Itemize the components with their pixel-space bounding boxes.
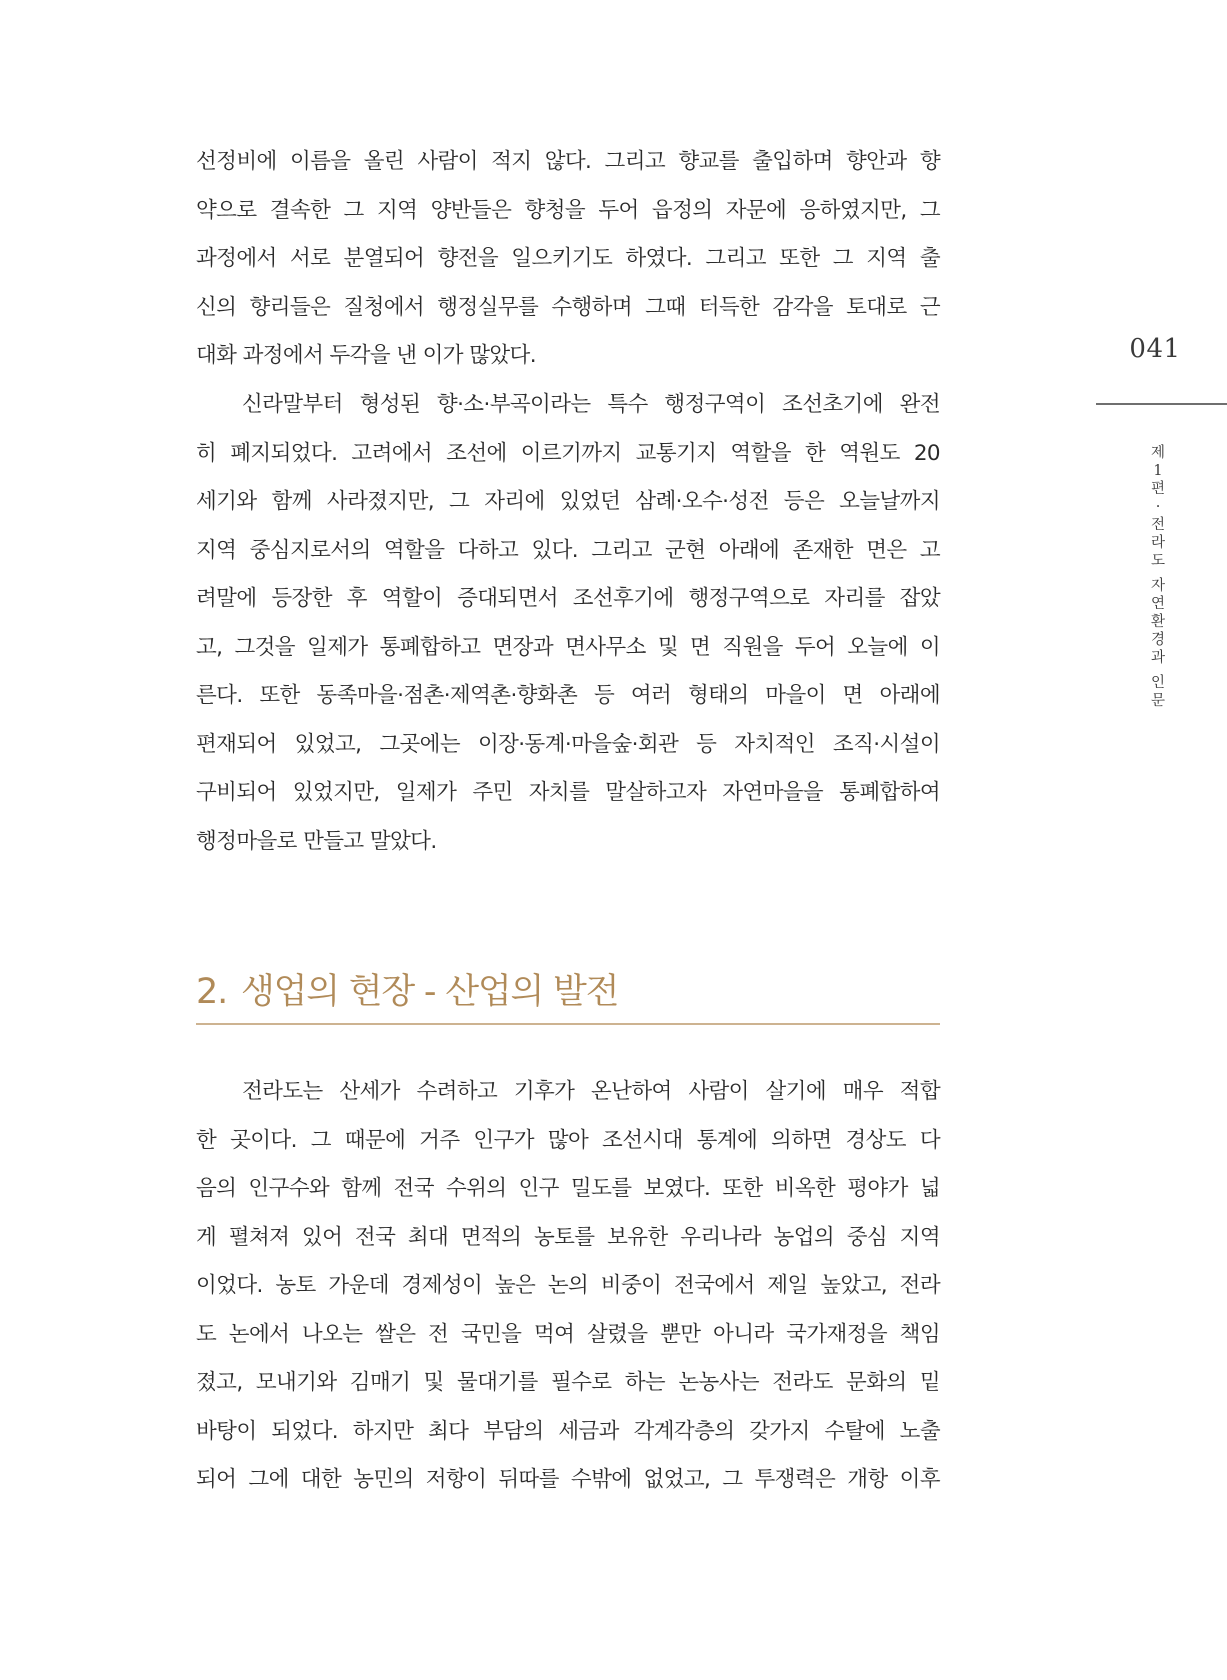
text-line: 세기와 함께 사라졌지만, 그 자리에 있었던 삼례·오수·성전 등은 오늘날까지 <box>196 489 940 514</box>
running-head-char: · <box>1155 499 1161 515</box>
text-line: 신라말부터 형성된 향·소·부곡이라는 특수 행정구역이 조선초기에 완전 <box>242 392 940 417</box>
text-line: 약으로 결속한 그 지역 양반들은 향청을 두어 읍정의 자문에 응하였지만, 그 <box>196 197 940 223</box>
text-line: 신의 향리들은 질청에서 행정실무를 수행하며 그때 터득한 감각을 토대로 근 <box>196 294 940 320</box>
page-number: 041 <box>1129 334 1181 364</box>
section-divider <box>196 1023 940 1025</box>
running-head-char: 과 <box>1150 650 1165 666</box>
text-line: 도 논에서 나오는 쌀은 전 국민을 먹여 살렸을 뿐만 아니라 국가재정을 책임 <box>196 1321 940 1347</box>
running-head-char: 자 <box>1150 578 1165 594</box>
running-head-char: 전 <box>1150 517 1165 533</box>
section-paragraph-1 <box>196 1068 940 1505</box>
text-line: 전라도는 산세가 수려하고 기후가 온난하여 사람이 살기에 매우 적합 <box>242 1079 940 1104</box>
body-paragraph-2 <box>196 381 940 866</box>
text-line: 과정에서 서로 분열되어 향전을 일으키기도 하였다. 그리고 또한 그 지역 출 <box>196 246 940 271</box>
running-head-char: 라 <box>1150 535 1165 551</box>
running-head-char: 문 <box>1150 693 1165 709</box>
running-head-char: 도 <box>1150 553 1165 569</box>
text-line: 른다. 또한 동족마을·점촌·제역촌·향화촌 등 여러 형태의 마을이 면 아래에 <box>196 683 940 708</box>
body-paragraph-1 <box>196 138 940 381</box>
text-line: 구비되어 있었지만, 일제가 주민 자치를 말살하고자 자연마을을 통폐합하여 <box>196 780 940 805</box>
text-line: 되어 그에 대한 농민의 저항이 뒤따를 수밖에 없었고, 그 투쟁력은 개항 이후 <box>196 1467 940 1492</box>
text-line: 바탕이 되었다. 하지만 최다 부담의 세금과 각계각층의 갖가지 수탈에 노출 <box>196 1418 940 1444</box>
text-line: 선정비에 이름을 올린 사람이 적지 않다. 그리고 향교를 출입하며 향안과 향 <box>196 149 940 174</box>
text-line: 음의 인구수와 함께 전국 수위의 인구 밀도를 보였다. 또한 비옥한 평야가 넓 <box>196 1176 940 1201</box>
text-line: 한 곳이다. 그 때문에 거주 인구가 많아 조선시대 통계에 의하면 경상도 다 <box>196 1127 940 1153</box>
text-line: 지역 중심지로서의 역할을 다하고 있다. 그리고 군현 아래에 존재한 면은 고 <box>196 537 940 563</box>
running-head-char: 경 <box>1150 632 1165 648</box>
text-line: 편재되어 있었고, 그곳에는 이장·동계·마을숲·회관 등 자치적인 조직·시설이 <box>196 731 940 757</box>
text-line: 고, 그것을 일제가 통폐합하고 면장과 면사무소 및 면 직원을 두어 오늘에 이 <box>196 634 940 660</box>
running-head <box>1147 444 1169 710</box>
running-head-char: 환 <box>1150 614 1165 630</box>
section-number: 2. <box>196 972 227 1012</box>
text-line: 대화 과정에서 두각을 낸 이가 많았다. <box>196 343 536 368</box>
text-line: 게 펼쳐져 있어 전국 최대 면적의 농토를 보유한 우리나라 농업의 중심 지역 <box>196 1224 940 1250</box>
text-line: 졌고, 모내기와 김매기 및 물대기를 필수로 하는 논농사는 전라도 문화의 밑 <box>196 1370 940 1395</box>
section-title: 생업의 현장 - 산업의 발전 <box>241 972 619 1012</box>
running-head-char: 제 <box>1150 445 1165 461</box>
text-line: 행정마을로 만들고 말았다. <box>196 828 437 854</box>
text-line: 려말에 등장한 후 역할이 증대되면서 조선후기에 행정구역으로 자리를 잡았 <box>196 586 940 611</box>
running-head-char: 인 <box>1150 675 1165 691</box>
section-heading <box>196 968 940 1016</box>
running-head-char: 연 <box>1150 596 1165 612</box>
running-head-char: 편 <box>1150 481 1165 497</box>
running-head-char: 1 <box>1153 463 1163 479</box>
text-line: 히 폐지되었다. 고려에서 조선에 이르기까지 교통기지 역할을 한 역원도 20 <box>196 440 940 466</box>
text-line: 이었다. 농토 가운데 경제성이 높은 논의 비중이 전국에서 제일 높았고, 전라 <box>196 1273 940 1298</box>
margin-divider <box>1096 403 1227 405</box>
